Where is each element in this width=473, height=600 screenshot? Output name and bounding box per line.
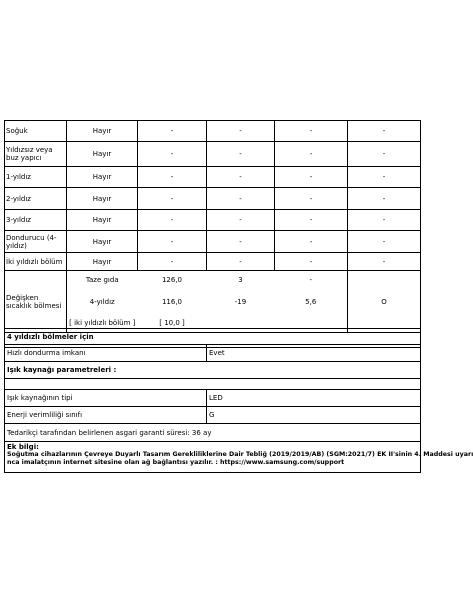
row-label: 3-yıldız bbox=[5, 210, 67, 231]
row-label: İki yıldızlı bölüm bbox=[5, 253, 67, 271]
extra-info-title: Ek bilgi: bbox=[7, 443, 39, 451]
table-row bbox=[5, 271, 421, 290]
row-value: Hayır bbox=[67, 167, 138, 188]
row-value: Hayır bbox=[67, 142, 138, 167]
table-row bbox=[5, 253, 421, 271]
extra-info-row bbox=[5, 442, 421, 473]
parameters-table bbox=[4, 328, 473, 473]
row-cell: - bbox=[138, 231, 207, 253]
row-label: Dondurucu (4-yıldız) bbox=[5, 231, 67, 253]
light-source-header: Işık kaynağı parametreleri : bbox=[5, 362, 421, 379]
row-cell: - bbox=[348, 188, 421, 210]
row-cell: - bbox=[275, 210, 348, 231]
row-cell: - bbox=[348, 253, 421, 271]
row-cell: - bbox=[207, 253, 275, 271]
row-cell: - bbox=[138, 253, 207, 271]
variable-compartment-label: Değişken sıcaklık bölmesi bbox=[5, 271, 67, 333]
extra-info-line2: nca imalatçının internet sitesine olan ağ bağlantısı yazılır. : https://www.samsung.com/support bbox=[7, 459, 345, 466]
sub-row-cell: [ 10,0 ] bbox=[159, 318, 185, 327]
row-label: 1-yıldız bbox=[5, 167, 67, 188]
row-cell: - bbox=[138, 121, 207, 142]
spacer-cell bbox=[5, 379, 421, 390]
sub-row-cell: - bbox=[275, 271, 348, 290]
variable-compartment-mark: O bbox=[348, 271, 421, 333]
row-cell: - bbox=[275, 231, 348, 253]
row-cell: - bbox=[207, 210, 275, 231]
row-cell: - bbox=[348, 231, 421, 253]
fast-freeze-label: Hızlı dondurma imkanı bbox=[5, 345, 207, 362]
row-cell: - bbox=[138, 142, 207, 167]
sub-row-name: 4-yıldız bbox=[89, 297, 115, 306]
table-row bbox=[5, 142, 421, 167]
table-row bbox=[5, 210, 421, 231]
row-label: Yıldızsız veya buz yapıcı bbox=[5, 142, 67, 167]
row-cell: - bbox=[275, 253, 348, 271]
compartment-rows bbox=[5, 121, 421, 348]
row-value: Hayır bbox=[67, 210, 138, 231]
section-header-row bbox=[5, 362, 421, 379]
light-type-label: Işık kaynağının tipi bbox=[5, 390, 207, 407]
sub-row-name: Taze gıda bbox=[85, 276, 119, 285]
extra-info-line1: Soğutma cihazlarının Çevreye Duyarlı Tasarım Gerekliliklerine Dair Tebliğ (2019/2019/AB) (SGM:2021/7) EK II'sinin 4. Maddesi uyarı bbox=[7, 451, 473, 458]
sub-row-name: [ iki yıldızlı bölüm ] bbox=[69, 318, 136, 327]
row-cell: - bbox=[275, 167, 348, 188]
light-type-value: LED bbox=[207, 390, 421, 407]
row-value: Hayır bbox=[67, 121, 138, 142]
row-cell: - bbox=[207, 121, 275, 142]
energy-class-value: G bbox=[207, 407, 421, 424]
spacer-row bbox=[5, 379, 421, 390]
table-row bbox=[5, 167, 421, 188]
compartment-table bbox=[4, 120, 421, 348]
table-row bbox=[5, 345, 421, 362]
row-label: 2-yıldız bbox=[5, 188, 67, 210]
row-cell: - bbox=[275, 121, 348, 142]
table-row bbox=[5, 231, 421, 253]
row-cell: - bbox=[138, 188, 207, 210]
table-row bbox=[5, 424, 421, 442]
row-cell: - bbox=[348, 210, 421, 231]
row-label: Soğuk bbox=[5, 121, 67, 142]
extra-info-cell bbox=[5, 442, 473, 473]
sub-row-cell: 3 bbox=[238, 276, 243, 285]
row-cell: - bbox=[207, 167, 275, 188]
energy-class-label: Enerji verimliliği sınıfı bbox=[5, 407, 207, 424]
table-row bbox=[5, 121, 421, 142]
row-cell: - bbox=[207, 142, 275, 167]
sub-row-cell: 116,0 bbox=[161, 297, 183, 306]
row-value: Hayır bbox=[67, 188, 138, 210]
row-value: Hayır bbox=[67, 253, 138, 271]
warranty-text: Tedarikçi tarafından belirlenen asgari garanti süresi: 36 ay bbox=[5, 424, 421, 442]
row-cell: - bbox=[138, 210, 207, 231]
row-cell: - bbox=[348, 142, 421, 167]
row-cell: - bbox=[348, 167, 421, 188]
table-row bbox=[5, 188, 421, 210]
sub-row-cell: 126,0 bbox=[161, 276, 183, 285]
row-cell: - bbox=[207, 188, 275, 210]
sub-row-cell: -19 bbox=[234, 297, 247, 306]
row-cell: - bbox=[348, 121, 421, 142]
row-cell: - bbox=[275, 188, 348, 210]
four-star-header: 4 yıldızlı bölmeler için bbox=[5, 329, 421, 345]
row-cell: - bbox=[138, 167, 207, 188]
row-cell: - bbox=[207, 231, 275, 253]
section-header-row bbox=[5, 329, 421, 345]
row-cell: - bbox=[275, 142, 348, 167]
table-row bbox=[5, 407, 421, 424]
fast-freeze-value: Evet bbox=[207, 345, 421, 362]
table-row bbox=[5, 390, 421, 407]
sub-row-cell: 5,6 bbox=[275, 290, 348, 314]
row-value: Hayır bbox=[67, 231, 138, 253]
